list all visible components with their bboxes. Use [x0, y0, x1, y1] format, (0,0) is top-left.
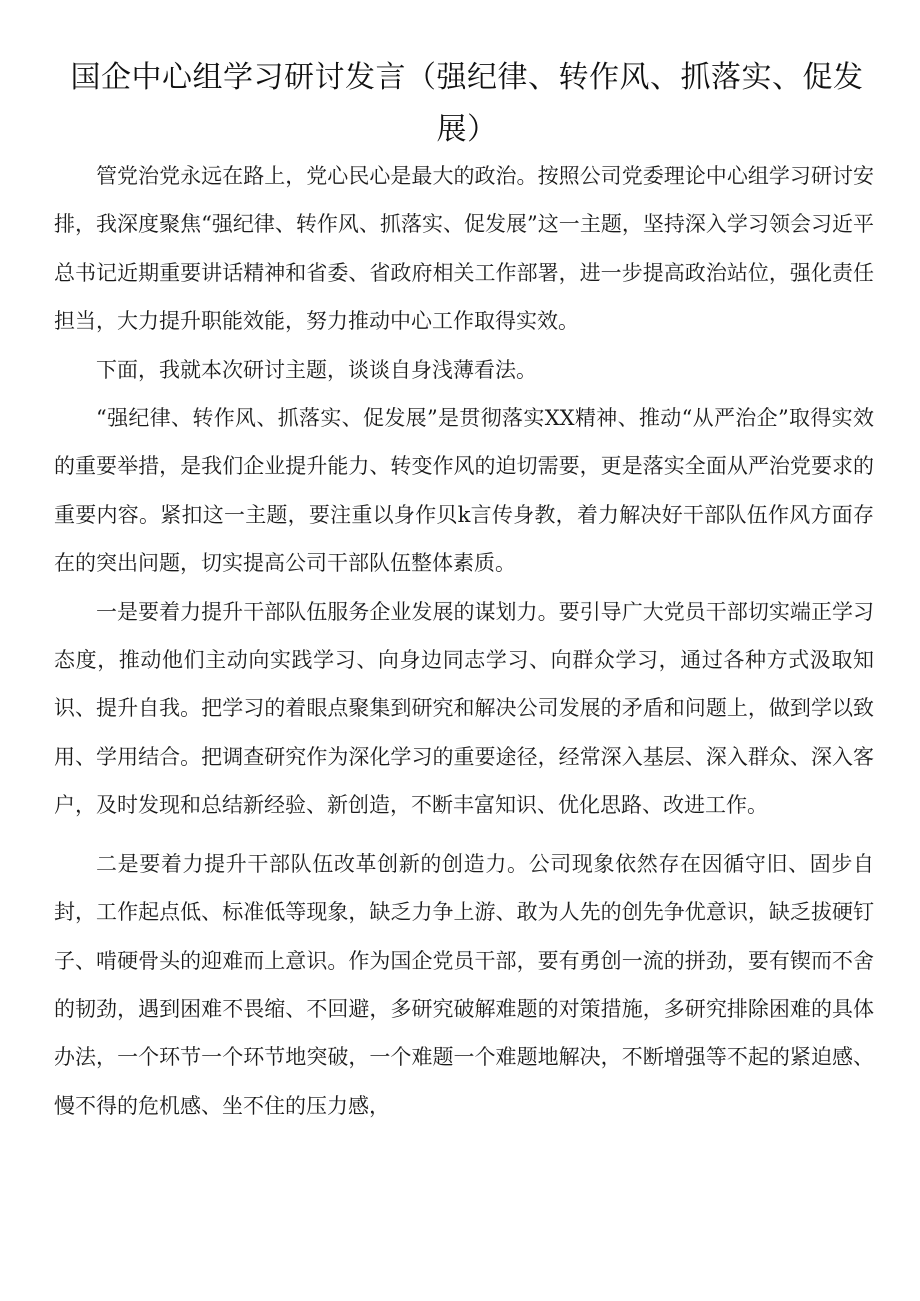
paragraph-point-one: 一是要着力提升干部队伍服务企业发展的谋划力。要引导广大党员干部切实端正学习态度，推动他们主动向实践学习、向身边同志学习、向群众学习，通过各种方式汲取知识、提升自我。把学习的着眼点聚集到研究和解决公司发展的矛盾和问题上，做到学以致用、学用结合。把调查研究作为深化学习的重要途径，经常深入基层、深入群众、深入客户，及时发现和总结新经验、新创造，不断丰富知识、优化思路、改进工作。 — [54, 599, 874, 818]
paragraph-transition: 下面，我就本次研讨主题，谈谈自身浅薄看法。 — [96, 357, 537, 382]
paragraph-point-two: 二是要着力提升干部队伍改革创新的创造力。公司现象依然存在因循守旧、固步自封，工作起点低、标准低等现象，缺乏力争上游、敢为人先的创先争优意识，缺乏拔硬钉子、啃硬骨头的迎难而上意识。作为国企党员干部，要有勇创一流的拼劲，要有锲而不舍的韧劲，遇到困难不畏缩、不回避，多研究破解难题的对策措施，多研究排除困难的具体办法，一个环节一个环节地突破，一个难题一个难题地解决，不断增强等不起的紧迫感、慢不得的危机感、坐不住的压力感， — [54, 851, 874, 1118]
document-title: 国企中心组学习研讨发言（强纪律、转作风、抓落实、促发展） — [70, 60, 864, 147]
paragraph-theme: “强纪律、转作风、抓落实、促发展”是贯彻落实XX精神、推动“从严治企”取得实效的重要举措，是我们企业提升能力、转变作风的迫切需要，更是落实全面从严治党要求的重要内容。紧扣这一主题，要注重以身作贝k言传身教，着力解决好干部队伍作风方面存在的突出问题，切实提高公司干部队伍整体素质。 — [54, 406, 874, 576]
paragraph-intro: 管党治党永远在路上，党心民心是最大的政治。按照公司党委理论中心组学习研讨安排，我深度聚焦“强纪律、转作风、抓落实、促发展”这一主题，坚持深入学习领会习近平总书记近期重要讲话精神和省委、省政府相关工作部署，进一步提高政治站位，强化责任担当，大力提升职能效能，努力推动中心工作取得实效。 — [54, 164, 874, 334]
document-body — [54, 152, 874, 1130]
